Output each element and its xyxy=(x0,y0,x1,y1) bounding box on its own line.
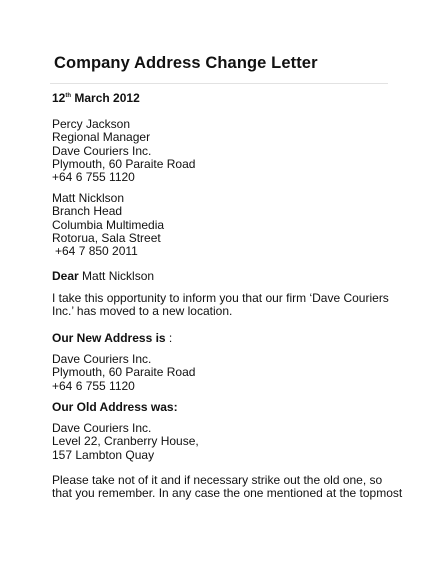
new-address-street: Plymouth, 60 Paraite Road xyxy=(52,365,196,380)
sender-name: Percy Jackson xyxy=(52,117,131,131)
recipient-company: Columbia Multimedia xyxy=(52,217,165,232)
new-address-company: Dave Couriers Inc. xyxy=(52,352,152,366)
salutation-name: Matt Nicklson xyxy=(78,269,155,283)
date-month-year: March 2012 xyxy=(71,91,140,105)
old-address-block xyxy=(52,422,199,462)
date-day: 12 xyxy=(52,91,66,105)
new-address-block xyxy=(52,353,195,393)
new-address-heading-label: Our New Address is xyxy=(52,331,166,345)
closing-paragraph xyxy=(52,474,402,501)
closing-line: Please take not of it and if necessary strike out the old one, so xyxy=(52,473,383,487)
sender-block xyxy=(52,118,195,184)
sender-phone: +64 6 755 1120 xyxy=(52,170,135,185)
recipient-phone: +64 7 850 2011 xyxy=(55,244,138,259)
sender-title: Regional Manager xyxy=(52,130,151,145)
intro-line: Inc.’ has moved to a new location. xyxy=(52,304,233,319)
recipient-address: Rotorua, Sala Street xyxy=(52,230,161,245)
recipient-title: Branch Head xyxy=(52,204,123,219)
date-suffix: th xyxy=(65,93,72,99)
title-divider xyxy=(50,83,388,84)
intro-line: I take this opportunity to inform you that our firm ‘Dave Couriers xyxy=(52,291,389,305)
letter-date xyxy=(52,92,140,105)
old-address-company: Dave Couriers Inc. xyxy=(52,421,152,435)
intro-paragraph xyxy=(52,292,389,319)
new-address-heading xyxy=(52,332,172,345)
salutation-word: Dear xyxy=(52,269,79,283)
old-address-heading: Our Old Address was: xyxy=(52,400,178,414)
recipient-name: Matt Nicklson xyxy=(52,191,125,205)
old-address-building: Level 22, Cranberry House, xyxy=(52,434,199,449)
salutation xyxy=(52,270,154,283)
old-address-street: 157 Lambton Quay xyxy=(52,447,155,462)
sender-company: Dave Couriers Inc. xyxy=(52,143,152,158)
closing-line: that you remember. In any case the one mentioned at the topmost xyxy=(52,486,403,501)
sender-address: Plymouth, 60 Paraite Road xyxy=(52,156,196,171)
new-address-phone: +64 6 755 1120 xyxy=(52,378,135,393)
recipient-block xyxy=(52,192,164,258)
document-title: Company Address Change Letter xyxy=(54,54,318,72)
new-address-heading-colon: : xyxy=(165,331,173,345)
